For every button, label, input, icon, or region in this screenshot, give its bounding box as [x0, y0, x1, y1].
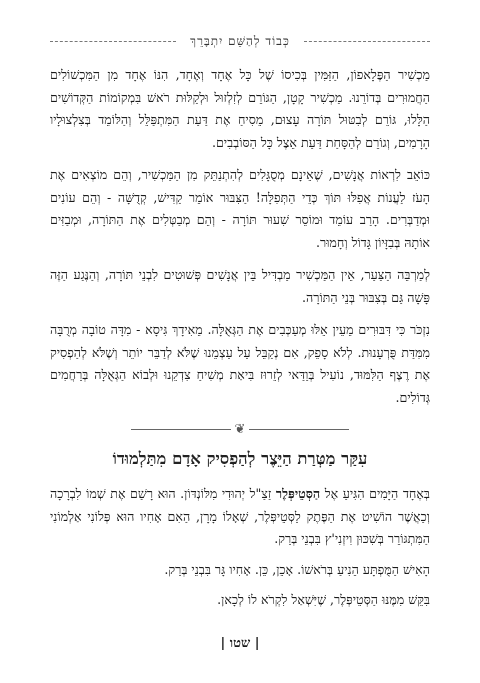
section-divider: [50, 419, 430, 439]
paragraph-3: לְמַרְבֵּה הַצַּעַר, אֵין הַמַּכְשִׁיר מַבְדִּיל בֵּין אֲנָשִׁים פְּשׁוּטִים לִבְנֵי תּוֹרָה, וְהַנֶּגַע הַזֶּה פָּשָׁה גַּם בְּצִבּוּר בְּנֵי הַתּוֹרָה.: [50, 267, 430, 305]
page-number: | שטו |: [220, 636, 260, 651]
header-title: כְּבוֹד לְהַשֵּׁם יִתְבָּרֵךְ: [190, 33, 290, 48]
story-paragraph-1: [50, 483, 430, 551]
paragraph-4: נִזְכֹּר כִּי דִּבּוּרִים מֵעֵין אֵלּוּ מְעַכְּבִים אֶת הַגְּאֻלָּה. מֵאִידָךְ גִּיסָא - מִדָּה טוֹבָה מְרֻבָּה מִמִּדַּת פֻּרְעָנוּת. לְלֹא סָפֵק, אִם נְקַבֵּל עַל עַצְמֵנוּ שֶׁלֹּא לְדַבֵּר יוֹתֵר וְשֶׁלֹּא לְהַפְסִיק אֶת רֶצֶף הַלִּמּוּד, נוֹעִיל בְּוַדַּאי לְזֵרוּז בִּיאַת מְשִׁיחַ צִדְקֵנוּ וּלְבוֹא הַגְּאֻלָּה בְּרַחֲמִים גְּדוֹלִים.: [50, 322, 430, 405]
running-header: [50, 28, 430, 54]
story-name-bold: הַסְּטֵיפְּלֶר: [275, 486, 321, 501]
story-text-before: בְּאֶחָד הַיָּמִים הִגִּיעַ אֶל: [320, 486, 430, 501]
header-rule-left: [50, 41, 176, 42]
header-rule-right: [304, 41, 430, 42]
paragraph-2: כּוֹאֵב לִרְאוֹת אֲנָשִׁים, שֶׁאֵינָם מְסֻגָּלִים לְהִתְנַתֵּק מִן הַמַּכְשִׁיר, וְהֵם מוֹצְאִים אֶת הָעֹז לַעֲנוֹת אֲפִלּוּ תּוֹךְ כְּדֵי הַתְּפִלָּה! הַצִּבּוּר אוֹמֵר קַדִּישׁ, קְדֻשָּׁה - וְהֵם עוֹנִים וּמְדַבְּרִים. הָרַב עוֹמֵד וּמוֹסֵר שִׁעוּר תּוֹרָה - וְהֵם מְבַטְּלִים אֶת הַתּוֹרָה, וּמְבַזִּים אוֹתָהּ בְּבִזָּיוֹן גָּדוֹל וְחָמוּר.: [50, 167, 430, 250]
story-text-after: זַצַ"ל יְהוּדִי מִלּוֹנְדּוֹן. הוּא רָשַׁם אֶת שְׁמוֹ לִבְרָכָה וְכַאֲשֶׁר הוֹשִׁיט אֶת הַפֶּתֶק לַסְּטֵיפְּלֶר, שְׁאָלוֹ מָרָן, הַאִם אָחִיו הוּא פְּלוֹנִי אַלְמוֹנִי הַמִּתְגּוֹרֵר בְּשִׁכּוּן וִיזְנִי'ץ בִּבְנֵי בְּרַק.: [50, 486, 430, 546]
section-title: עִקַּר מַטְּרַת הַיֵּצֶר לְהַפְסִיק אָדָם מִתַּלְמוּדוֹ: [112, 449, 368, 468]
divider-line-right: [249, 429, 349, 430]
story-paragraph-2: הָאִישׁ הַמֻּפְתָּע הֵנִיעַ בְּרֹאשׁוֹ. אָכֵן, כֵּן. אָחִיו גָּר בִּבְנֵי בְּרַק.: [164, 561, 430, 577]
paragraph-1: מַכְשִׁיר הַפֶּלָאפוֹן, הַזַּמִּין בְּכִיסוֹ שֶׁל כָּל אֶחָד וְאֶחָד, הִנּוֹ אֶחָד מִן הַמִּכְשׁוֹלִים הַחֲמוּרִים בְּדוֹרֵנוּ. מַכְשִׁיר קָטָן, הַגּוֹרֵם לְזִלְזוּל וּלְקַלּוּת רֹאשׁ בִּמְקוֹמוֹת הַקְּדוֹשִׁים הַלָּלוּ, גּוֹרֵם לְבִטּוּל תּוֹרָה עָצוּם, מֵסִיחַ אֶת דַּעַת הַמִּתְפַּלֵּל וְהַלּוֹמֵד בְּצִלְצוּלָיו הָרָמִים, וְגוֹרֵם לְהַסָּחַת דַּעַת אֵצֶל כָּל הַסּוֹבְבִים.: [50, 67, 430, 150]
story-paragraph-3: בִּקֵּשׁ מִמֶּנּוּ הַסְּטֵיפְּלֶר, שֶׁיִּשְׁאַל לִקְרֹא לוֹ לְכָאן.: [217, 592, 430, 607]
divider-line-left: [131, 429, 231, 430]
divider-ornament-icon: ❦: [234, 421, 246, 437]
